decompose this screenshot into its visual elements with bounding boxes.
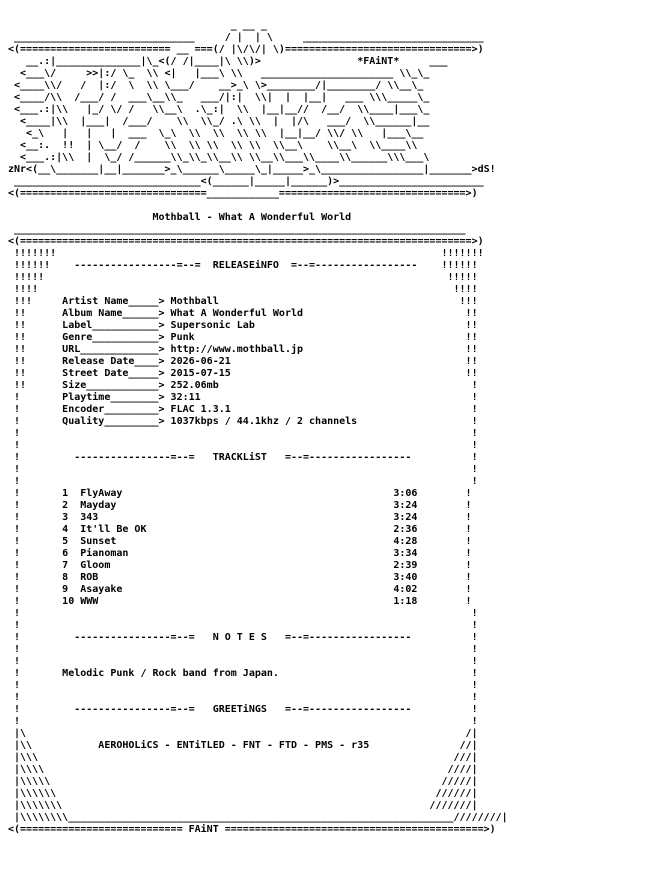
nfo-line: !! Release Date____> 2026-06-21 !! [8,356,478,367]
nfo-line: Mothball - What A Wonderful World [8,212,352,223]
nfo-line: !! Album Name______> What A Wonderful World !! [8,308,478,319]
nfo-line: <___.:|\\ |_/ \/ / \\__\ .\_:| \\ |__|__// /__/ \\____|___\_ [8,104,430,115]
nfo-line: ! ! [8,440,478,451]
nfo-line: <___.:|\\ | \_/ /______\\_\\_\\__\\ \\__\\___\\____\\______\\\___\ [8,152,430,163]
nfo-line: <__:. !! | \__/ / \\ \\ \\ \\ \\ \\__\ \\__\ \\____\\ [8,140,418,151]
nfo-line: <(=========================== FAiNT ===========================================>) [8,824,496,835]
nfo-line: !!!!!!! !!!!!!! [8,248,484,259]
nfo-line: ! ! [8,608,478,619]
nfo-line: ! 5 Sunset 4:28 ! [8,536,472,547]
nfo-line: ! 3 343 3:24 ! [8,512,472,523]
nfo-line: ! ! [8,476,478,487]
nfo-line: _______________________________<(______|_____|______)>________________________ [8,176,484,187]
nfo-line: |\\\\\\\ ///////| [8,800,478,811]
nfo-line: ! ! [8,680,478,691]
nfo-line: !!!! !!!! [8,284,478,295]
nfo-line: ! Encoder_________> FLAC 1.3.1 ! [8,404,478,415]
nfo-line: !! Street Date_____> 2015-07-15 !! [8,368,478,379]
nfo-line: |\\\\\\\\________________________________________________________________////////| [8,812,508,823]
nfo-line: ! ! [8,644,478,655]
nfo-line: <_\ | | | ___ \_\ \\ \\ \\ \\ |__|__/ \\/ \\ |___\__ [8,128,424,139]
nfo-line: ! 8 ROB 3:40 ! [8,572,472,583]
nfo-line: ! Quality_________> 1037kbps / 44.1khz / 2 channels ! [8,416,478,427]
nfo-line: ! 7 Gloom 2:39 ! [8,560,472,571]
nfo-line: __.:|______________|\_<(/ /|____|\ \\)> *FAiNT* ___ [8,56,448,67]
nfo-line: ! 4 It'll Be OK 2:36 ! [8,524,472,535]
nfo-line: zNr<(__\_______|__|_______>_\______\_____\_|_____>_\_________________|_______>dS! [8,164,496,175]
nfo-line: ! 10 WWW 1:18 ! [8,596,472,607]
nfo-line: !! URL_____________> http://www.mothball.jp !! [8,344,478,355]
nfo-line: ! ! [8,656,478,667]
nfo-line: ! 6 Pianoman 3:34 ! [8,548,472,559]
nfo-line: !!!!! !!!!! [8,272,478,283]
nfo-line: |\\\\\ /////| [8,776,478,787]
nfo-line: |\\\\ ////| [8,764,478,775]
nfo-line: ! 9 Asayake 4:02 ! [8,584,472,595]
nfo-line: ! 1 FlyAway 3:06 ! [8,488,472,499]
nfo-line: ! ----------------=--= N O T E S =--=----------------- ! [8,632,478,643]
nfo-line: !! Label___________> Supersonic Lab !! [8,320,478,331]
nfo-line: <____/\\ /___/ / ___\__\\_ ___/|:| \\| | |__| ___ \\\_____\_ [8,92,430,103]
nfo-line: ___________________________________________________________________________ [8,224,472,235]
nfo-line: !! Size____________> 252.06mb ! [8,380,478,391]
nfo-line: |\\\ ///| [8,752,478,763]
nfo-line: <___\/ >>|:/ \_ \\ <| |___\ \\ ______________________ \\_\_ [8,68,430,79]
nfo-line: |\\\\\\ //////| [8,788,478,799]
nfo-line: ! ! [8,464,478,475]
nfo-line: |\\ AEROHOLiCS - ENTiTLED - FNT - FTD - PMS - r35 //| [8,740,478,751]
nfo-line: ! ! [8,692,478,703]
nfo-line: !!!!!! -----------------=--= RELEASEiNFO =--=----------------- !!!!!! [8,260,478,271]
nfo-line: ! Playtime________> 32:11 ! [8,392,478,403]
nfo-line: ! ! [8,428,478,439]
nfo-line: <(===============================____________===============================>) [8,188,478,199]
nfo-line: ! ----------------=--= GREETiNGS =--=----------------- ! [8,704,478,715]
nfo-line: ! ! [8,716,478,727]
nfo-line: ! ----------------=--= TRACKLiST =--=----------------- ! [8,452,478,463]
nfo-document [8,20,508,836]
nfo-line: !!! Artist Name_____> Mothball !!! [8,296,478,307]
nfo-line: _ __ _ [8,20,466,31]
nfo-line: !! Genre___________> Punk !! [8,332,478,343]
nfo-line: <____\\/ / |:/ \ \\ \___/ __>_\ \>________/|________/ \\__\_ [8,80,424,91]
nfo-line [8,200,508,212]
nfo-line: <(===========================================================================>) [8,236,484,247]
nfo-line: <____|\\ |___| /___/ \\ \\_/ .\ \\ | |/\ ___/ \\______|__ [8,116,430,127]
nfo-line: <(========================= __ ===(/ |\/\/| \)===============================>) [8,44,484,55]
nfo-line: ______________________________ / | | \ ______________________________ [8,32,484,43]
nfo-line: ! 2 Mayday 3:24 ! [8,500,472,511]
nfo-line: ! Melodic Punk / Rock band from Japan. ! [8,668,478,679]
nfo-line: |\ /| [8,728,478,739]
nfo-line: ! ! [8,620,478,631]
